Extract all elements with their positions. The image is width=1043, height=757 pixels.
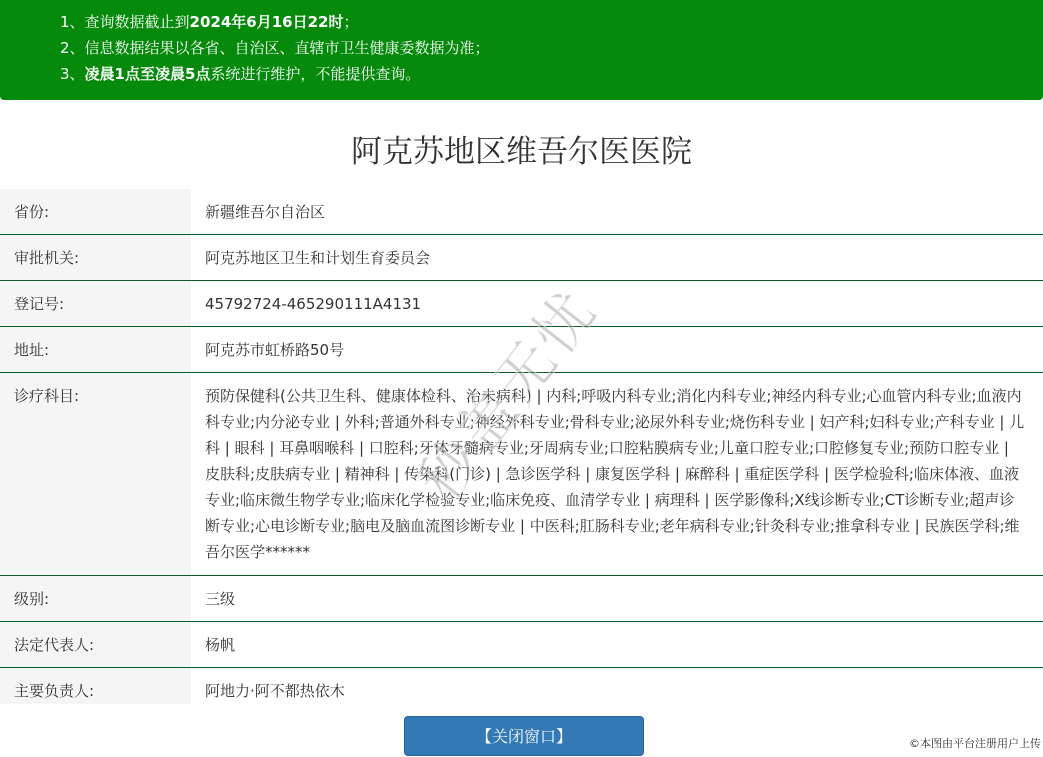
row-label: 登记号: (0, 280, 191, 326)
notice-line-3-time: 凌晨1点至凌晨5点 (84, 65, 211, 83)
notice-line-3 (60, 61, 1043, 87)
row-label: 级别: (0, 575, 191, 621)
notice-line-1-suffix: ； (343, 13, 359, 31)
notice-banner (0, 0, 1043, 100)
notice-line-1-prefix: 1、查询数据截止到 (60, 13, 190, 31)
row-label: 主要负责人: (0, 667, 191, 704)
row-label: 法定代表人: (0, 621, 191, 667)
close-window-button[interactable]: 【关闭窗口】 (404, 716, 644, 756)
row-label: 审批机关: (0, 234, 191, 280)
table-row-registration (0, 280, 1043, 326)
row-value: 阿克苏市虹桥路50号 (191, 326, 1043, 372)
table-row-legal-rep (0, 621, 1043, 667)
notice-line-1-date: 2024年6月16日22时 (189, 13, 344, 31)
row-label: 地址: (0, 326, 191, 372)
notice-line-3-suffix: 系统进行维护，不能提供查询。 (210, 65, 421, 83)
notice-line-1 (60, 9, 1043, 35)
notice-line-3-prefix: 3、 (60, 65, 85, 83)
row-value: 阿地力·阿不都热依木 (191, 667, 1043, 704)
row-value: 预防保健科(公共卫生科、健康体检科、治未病科) | 内科;呼吸内科专业;消化内科专业;神经内科专业;心血管内科专业;血液内科专业;内分泌专业 | 外科;普通外科专业;神经外科专业;骨科专业;泌尿外科专业;烧伤科专业 | 妇产科;妇科专业;产科专业 | 儿科 | 眼科 | 耳鼻咽喉科 | 口腔科;牙体牙髓病专业;牙周病专业;口腔粘膜病专业;儿童口腔专业;口腔修复专业;预防口腔专业 | 皮肤科;皮肤病专业 | 精神科 | 传染科(门诊) | 急诊医学科 | 康复医学科 | 麻醉科 | 重症医学科 | 医学检验科;临床体液、血液专业;临床微生物学专业;临床化学检验专业;临床免疫、血清学专业 | 病理科 | 医学影像科;X线诊断专业;CT诊断专业;超声诊断专业;心电诊断专业;脑电及脑血流图诊断专业 | 中医科;肛肠科专业;老年病科专业;针灸科专业;推拿科专业 | 民族医学科;维吾尔医学****** (191, 372, 1043, 575)
notice-line-2: 2、信息数据结果以各省、自治区、直辖市卫生健康委数据为准； (60, 39, 490, 57)
footer-note: ©本图由平台注册用户上传 (909, 737, 1041, 750)
table-row-departments (0, 372, 1043, 575)
table-row-province (0, 189, 1043, 234)
row-value: 阿克苏地区卫生和计划生育委员会 (191, 234, 1043, 280)
page-title: 阿克苏地区维吾尔医医院 (351, 134, 692, 170)
table-row-authority (0, 234, 1043, 280)
table-row-level (0, 575, 1043, 621)
table-row-principal (0, 667, 1043, 704)
row-label: 省份: (0, 189, 191, 234)
watermark: 秒盖无忧 (404, 276, 612, 514)
row-value: 45792724-465290111A4131 (191, 280, 1043, 326)
row-value: 三级 (191, 575, 1043, 621)
row-label: 诊疗科目: (0, 372, 191, 575)
table-row-address (0, 326, 1043, 372)
row-value: 杨帆 (191, 621, 1043, 667)
detail-table (0, 189, 1043, 704)
row-value: 新疆维吾尔自治区 (191, 189, 1043, 234)
